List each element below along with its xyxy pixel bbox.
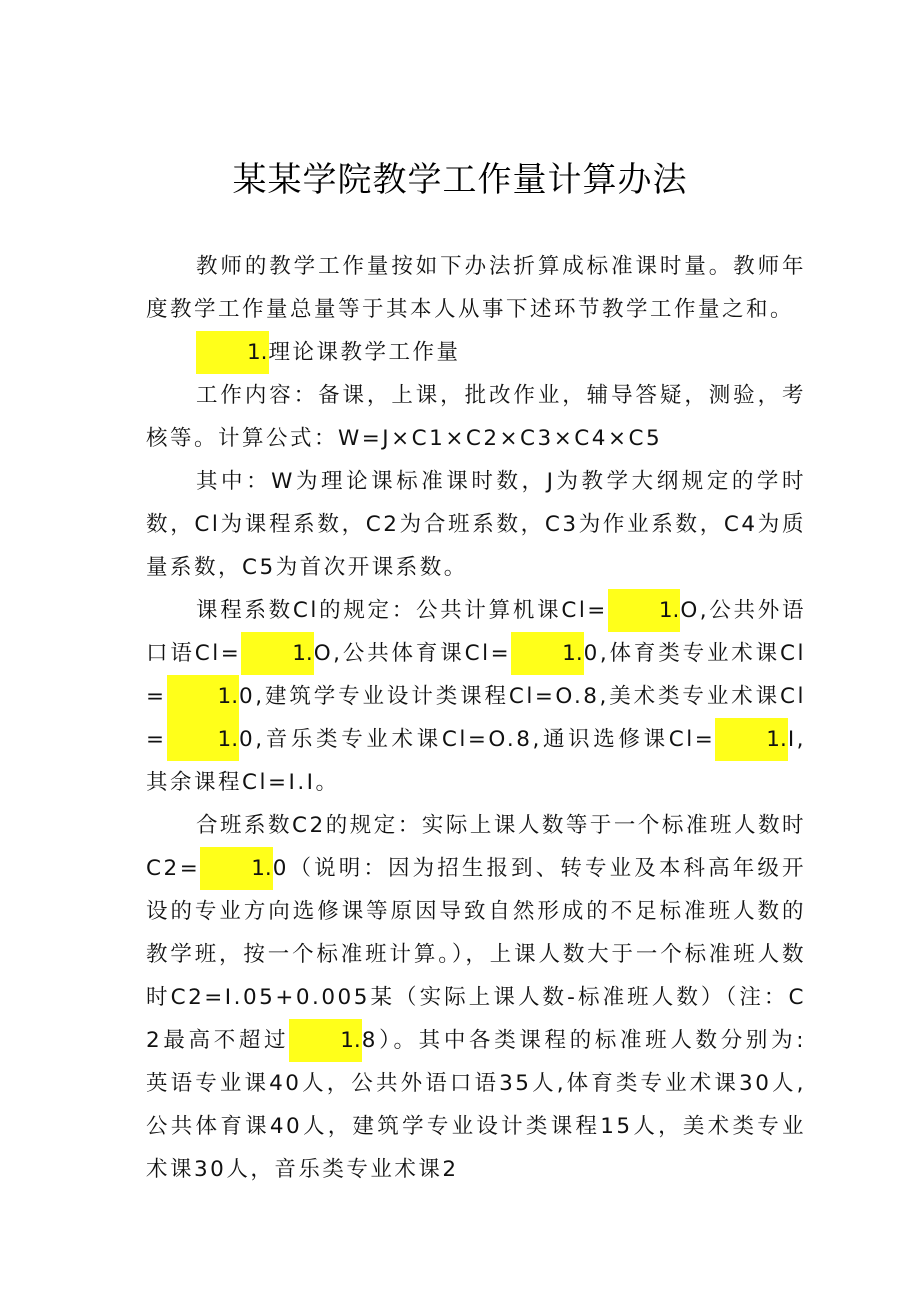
paragraph-text: O,公共体育课Cl= (313, 641, 512, 666)
paragraph-text: 0（说明：因为招生报到、转专业及本科高年级开设的专业方向选修课等原因导致自然形成的不足标准班人数的教学班，按一个标准班计算。），上课人数大于一个标准班人数时C2=I.05+0.005某（实际上课人数-标准班人数）（注：C2最高不超过 (146, 856, 806, 1053)
paragraph-text: 理论课教学工作量 (268, 340, 461, 365)
paragraph (146, 331, 806, 374)
highlighted-text: 1. (167, 675, 240, 718)
paragraph (146, 245, 806, 331)
highlighted-text: 1. (167, 718, 240, 761)
paragraph-text: 0,体育类专业术课Cl= (146, 641, 806, 709)
paragraph (146, 374, 806, 460)
paragraph-text: 其中：W为理论课标准课时数，J为教学大纲规定的学时数，Cl为课程系数，C2为合班系数，C3为作业系数，C4为质量系数，C5为首次开课系数。 (146, 469, 806, 580)
paragraph-text: I, 其余课程Cl=I.I。 (146, 727, 806, 795)
highlighted-text: 1. (608, 589, 681, 632)
paragraph (146, 460, 806, 589)
paragraph-text: 0,音乐类专业术课Cl=O.8,通识选修课Cl= (239, 727, 716, 752)
document-title: 某某学院教学工作量计算办法 (232, 160, 688, 200)
document-body (146, 245, 806, 1191)
paragraph-text: O,公共外语口语Cl= (146, 598, 806, 666)
paragraph-text: 合班系数C2的规定：实际上课人数等于一个标准班人数时C2= (146, 813, 806, 881)
paragraph-text: 8）。其中各类课程的标准班人数分别为: 英语专业课40人，公共外语口语35人,体育类专业术课30人,公共体育课40人，建筑学专业设计类课程15人，美术类专业术课30人，音乐类专业术课2 (146, 1028, 806, 1182)
highlighted-text: 1. (241, 632, 314, 675)
highlighted-text: 1. (200, 847, 273, 890)
paragraph (146, 589, 806, 804)
highlighted-text: 1. (196, 331, 269, 374)
highlighted-text: 1. (511, 632, 584, 675)
paragraph (146, 804, 806, 1191)
paragraph-text: 工作内容：备课，上课，批改作业，辅导答疑，测验，考核等。计算公式：W=J×C1×C2×C3×C4×C5 (146, 383, 806, 451)
paragraph-text: 课程系数Cl的规定：公共计算机课Cl= (196, 598, 608, 623)
highlighted-text: 1. (289, 1019, 362, 1062)
paragraph-text: 0,建筑学专业设计类课程Cl=O.8,美术类专业术课Cl= (146, 684, 806, 752)
paragraph-text: 教师的教学工作量按如下办法折算成标准课时量。教师年度教学工作量总量等于其本人从事下述环节教学工作量之和。 (146, 254, 806, 322)
highlighted-text: 1. (715, 718, 788, 761)
